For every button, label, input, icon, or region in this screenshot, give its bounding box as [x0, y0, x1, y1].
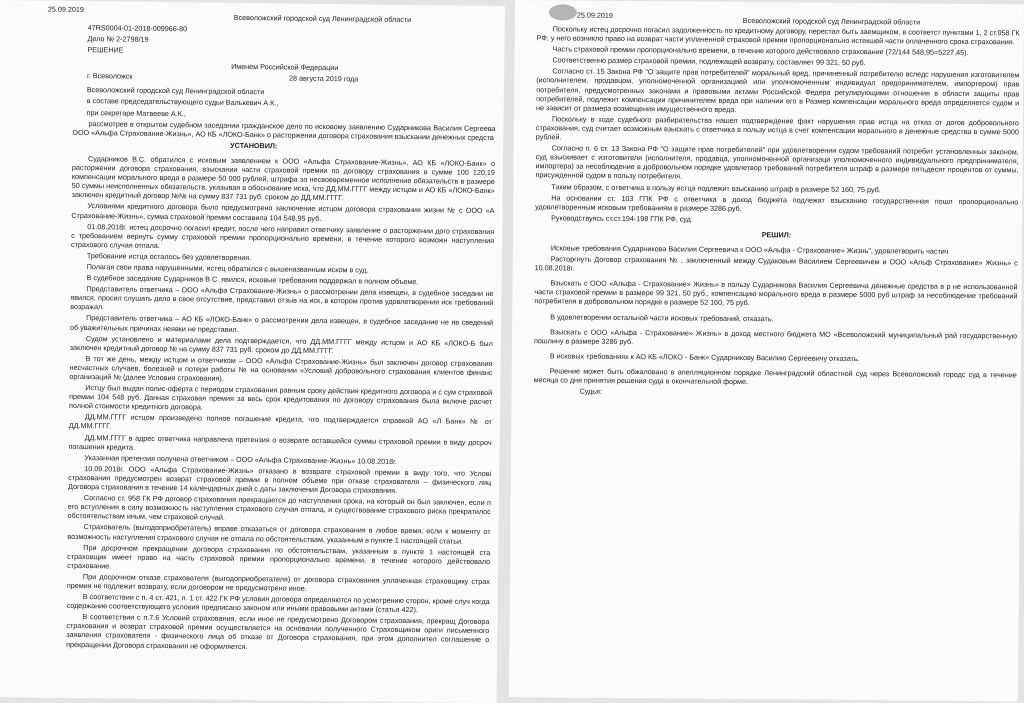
judge-signature-label: Судья:: [579, 386, 603, 396]
paragraph: 10.09.2018г. ООО «Альфа Страхование-Жизнь» отказано в возврате страховой премии в виду того, что Услові страхования предусмотрен возврат страховой премии в полном объеме при отказе страхователя – физического лиц Договора страхования в течение 14 календарных дней с даты заключения Договора страхования.: [68, 463, 492, 495]
paragraph: Часть страховой премии пропорционально времени, в течение которого действовало страхование (72/144 548,95=5227,45).: [552, 44, 969, 58]
paragraph: Согласно п. 6 ст. 13 Закона РФ "О защите прав потребителей" при удовлетворении судом требований потребит установленных законом, суд взыскивает с изготовителя (исполнителя, продавца, уполномоченной организаци уполномоченного индивидуального предпринимателя, импортера) за несоблюдение в добровольном порядке удовлетвор требований потребителя штраф в размере пятьдесят процентов от суммы, присужденной судом в пользу потребителя.: [535, 143, 1019, 181]
paragraph: Поскольку истец досрочно погасил задолженность по кредитному договору, перестал быть заемщиком, в соответст пунктами 1, 2 ст.958 ГК РФ, у него возникло право на возврат части уплаченной страховой премии пропорционально истекшей части оплаченного срока страхования.: [536, 24, 1020, 47]
case-number: Дело № 2-2798/19: [87, 34, 149, 44]
right-date: 25.09.2019: [576, 10, 613, 20]
paragraph: На основании ст. 103 ГПК РФ с ответчика в доход бюджета подлежат взысканию государственная пошл пропорционально удовлетворенным исковым требованиям в размере 3286 руб.: [535, 192, 1019, 213]
paragraph: Полагая свои права нарушенными, истец обратился с вышеназванным иском в суд.: [86, 262, 369, 275]
paragraph: Согласно ст. 958 ГК РФ договор страхования прекращается до наступления срока, на который он был заключен, если п его вступления в силу возможность наступления страхового случая отпала, и существование страхового риска прекратилос обстоятельствам иным, чем страховой случай.: [67, 493, 491, 523]
paragraph: Соответственно размер страховой премии, подлежащей возврату, составляет 99 321, 50 руб.: [552, 55, 866, 68]
paragraph: Представитель ответчика – ООО «Альфа Страхование-Жизнь» о рассмотрении дела извещен, в судебное заседани не явился, просил слушать дело в свое отсутствие, представил отзыв на иск, в котором против удовлетворения иск требований возражал.: [70, 284, 494, 312]
paragraph: Требование истца осталось без удовлетворения.: [86, 250, 252, 262]
paragraph: рассмотрев в открытом судебном заседании гражданское дело по исковому заявлению Сударникова Василия Сергеева ООО «Альфа Страхование-Жизнь», АО КБ «ЛОКО-Банк» о расторжении договора страхования взыскании денежных средств: [72, 118, 496, 142]
paragraph: Сударников В.С. обратился с исковым заявлением к ООО «Альфа Страхование-Жизнь», АО КБ «ЛОКО-Банк» о расторжении договора страхования, взыскании части страховой премии по договору страхования в сумме 100 120,19 компенсации морального вреда в размере 50 000 рублей, штрафа за несвоевременное исполнение обязательств в размере 50 суммы неисполненных обязательств, указывая в обоснование иска, что ДД.ММ.ГГГГ между истцом и АО КБ «ЛОКО-Банк» заключен кредитный договор №№ на сумму 837 731 руб. сроком до ДД.ММ.ГГГГ.: [71, 154, 496, 203]
city: г. Всеволожск: [87, 71, 133, 81]
paragraph: Исковые требования Сударникова Василия Сергеевича к ООО «Альфа - Страхование» Жизнь", удовлетворить частич: [550, 243, 949, 256]
paragraph: Истцу был выдан полис-оферта с периодом страхования равным сроку действия кредитного договора и с сум страховой премии 104 548 руб. Данная страховая премия за весь срок кредитования по договору страхования была включе расчет полной стоимости кредитного договора.: [68, 383, 493, 412]
paragraph: Расторгнуть Договор страхования № , заключенный между Судаковым Василием Сергеевичем и ООО «Альф Страхование» Жизнь» с 10.08.2018г.: [534, 254, 1018, 273]
paragraph: В удовлетворении остальной части исковых требований, отказать.: [550, 311, 774, 323]
paragraph: ДД.ММ.ГГГГ в адрес ответчика направлена претензия о возврате оставшейся суммы страховой премии в виду досроч погашения кредита.: [68, 432, 492, 452]
paragraph: При досрочном отказе страхователя (выгодоприобретателя) от договора страхования уплаченная страховщику страх премия не подлежит возврату, если договором не предусмотрено иное.: [66, 571, 490, 593]
paragraph: Таким образом, с ответчика в пользу истца подлежит взысканию штраф в размере 52 160, 75 руб.: [551, 181, 881, 194]
section-heading-established: УСТАНОВИЛ:: [230, 140, 278, 151]
paragraph: Указанная претензия получена ответчиком – ООО «Альфа Страхование-Жизнь» 10.08.2018г.: [84, 452, 397, 466]
left-court-header: Всеволожский городской суд Ленинградской области: [233, 12, 412, 25]
paragraph: В соответствии с п. 4 ст. 421, п. 1 ст. 422 ГК РФ условия договора определяются по усмотрению сторон, кроме случ когда содержание соответствующего условия предписано законом или иными правовыми актами (статья 422).: [66, 592, 490, 615]
paragraph: Страхователь (выгодоприобретатель) вправе отказаться от договора страхования в любое время, если к моменту от возможность наступления страхового случая не отпала по обстоятельствам, указанным в пункте 1 настоящей статьи.: [67, 522, 491, 546]
paragraph: При досрочном прекращении договора страхования по обстоятельствам, указанным в пункте 1 настоящей ста страховщик имеет право на часть страховой премии пропорционально времени, в течение которого действовало страхование.: [67, 542, 491, 571]
in-name-of-federation: Именем Российской Федерации: [231, 62, 339, 73]
right-header-row: [537, 6, 1020, 27]
left-page: [0, 0, 505, 703]
paragraph: Всеволожский городской суд Ленинградской области: [86, 85, 265, 97]
decision-word: РЕШЕНИЕ: [87, 45, 124, 55]
paragraph: при секретаре Матвеевe А.К.,: [86, 107, 186, 118]
case-uid: 47RS0004-01-2018-009966-80: [87, 23, 188, 34]
paragraph: Взыскать с ООО «Альфа - Страхование» Жизнь» в пользу Сударникова Василия Сергеевича денежные средства в р не использованной части страховой премии в размере 99 321, 50 руб., компенсацию морального вреда в размере 5000 руб штраф за несоблюдение требований потребителя в добровольном порядке в размере 52 160, 75 руб.: [534, 278, 1018, 308]
paragraph: Руководствуясь ст.ст.194-198 ГПК РФ, суд: [551, 213, 691, 224]
paragraph: Представитель ответчика – АО КБ «ЛОКО-Банк» о рассмотрении дела извещен, в судебное заседание не яв сведений об уважительных причинах неявки не представил.: [69, 313, 494, 334]
paragraph: Взыскать с ООО «Альфа - Страхование» Жизнь» в доход местного бюджета МО «Всеволожский муниципальный рай государственную пошлину в размере 3286 руб.: [533, 326, 1018, 346]
paragraph: В исковых требованиях к АО КБ «ЛОКО - Банк» Сударникову Василию Сергеевичу отказать.: [549, 351, 860, 363]
right-page: [509, 0, 1024, 701]
paragraph: В судебное заседание Сударников В.С. явился, исковые требования поддержал в полном объеме.: [86, 273, 419, 287]
paragraph: Условиями кредитного договора было предусмотрено заключение истцом договора страхования жизни № с ООО «А Страхование-Жизнь», сумма страховой премии составила 104 548,95 руб.: [71, 201, 495, 223]
paragraph: Поскольку в ходе судебного разбирательства нашел подтверждение факт нарушения прав истца на отказ от догов добровольного страхования, суд считает возможным взыскать с ответчика в пользу истца в счет компенсации морального в денежные средства в сумме 5000 рублей.: [535, 114, 1019, 142]
section-heading-decided: РЕШИЛ:: [761, 230, 792, 240]
paragraph: Решение может быть обжаловано в апелляционном порядке Ленинградский областной суд через Всеволожский городс суд в течение месяца со дня принятия решения суда в окончательной форме.: [533, 366, 1017, 387]
paragraph: В тот же день, между истцом и ответчиком – ООО «Альфа Страхование-Жизнь» был заключен договор страхования несчастных случаев, болезней и потери работы № на основании «Условий добровольного страхования клиентов финанс организаций № (далее Условия страхования).: [69, 353, 493, 383]
paragraph: Согласно ст. 15 Закона РФ "О защите прав потребителей" моральный вред, причиненный потребителю вследс нарушения изготовителем (исполнителем, продавцом, уполномоченной организацией или уполномоченным индивидуал предпринимателем, импортером) прав потребителя, предусмотренных законами и правовыми актами Российской Федера регулирующими отношения в области защиты прав потребителей, подлежит компенсации причинителем вреда при наличии его в Размер компенсации морального вреда определяется судом и не зависит от размера возмещения имущественного вреда.: [536, 66, 1020, 114]
paragraph: в составе председательствующего судьи Валькевич А.К.,: [86, 96, 279, 108]
paragraph: 01.08.2018г. истец досрочно погасил кредит, после чего направил ответчику заявление о расторжении дого страхования с требованием вернуть сумму страховой премии пропорционально времени, в течение которого возможн наступления страхового случая отпала.: [70, 221, 495, 250]
left-date: 25.09.2019: [47, 4, 84, 15]
decision-date: 28 августа 2019 года: [289, 73, 359, 84]
paragraph: ДД.ММ.ГГГГ истцом произведено полное погашение кредита, что подтверждается справкой АО «Л Банк» № от ДД.ММ.ГГГГ.: [68, 412, 492, 431]
paragraph: В соответствии с п.7.6 Условий страхования, если иное не предусмотрено Договором страхования, прекращ Договора страхования и возврат страховой премии осуществляется на основании полученного Страховщиком ориги письменного заявления страхователя - физического лица об отказе от Договора страхования, при этом дополнител соглашение о прекращении Договора страхования не оформляется.: [66, 612, 490, 651]
right-court-header: Всеволожский городской суд Ленинградской области: [742, 15, 921, 27]
paragraph: Судом установлено и материалами дела подтверждается, что ДД.ММ.ГГГГ между истцом и АО КБ «ЛОКО-Б был заключен кредитный договор № на сумму 837 731 руб. сроком до ДД.ММ.ГГГГ.: [69, 333, 493, 355]
